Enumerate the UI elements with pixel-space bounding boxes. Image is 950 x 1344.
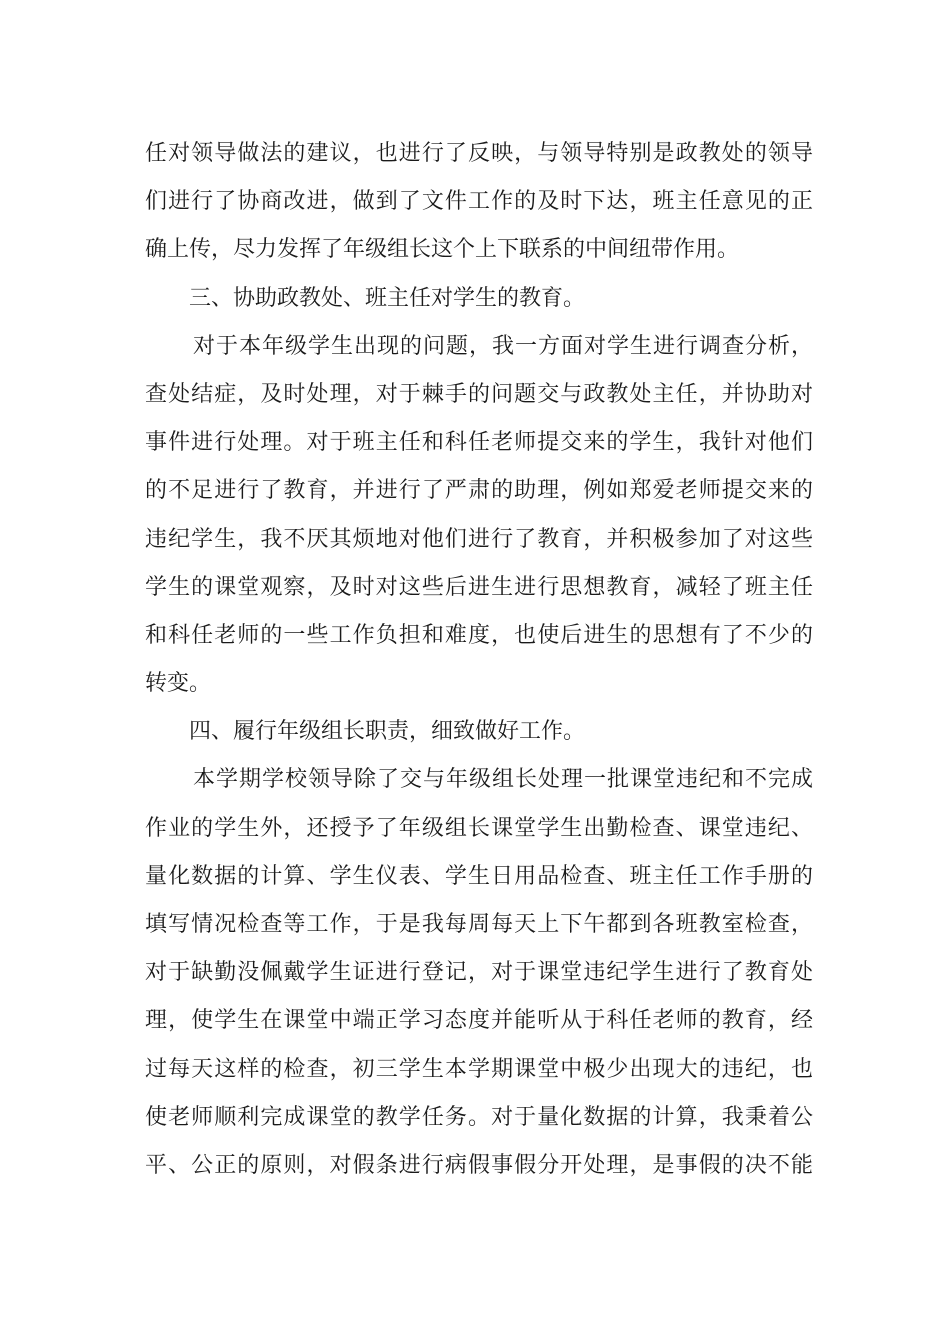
text-line: 转变。 [145,671,212,697]
text-line: 填写情况检查等工作，于是我每周每天上下午都到各班教室检查， [145,912,813,937]
text-line: 学生的课堂观察，及时对这些后进生进行思想教育，减轻了班主任 [145,574,813,600]
text-line: 和科任老师的一些工作负担和难度，也使后进生的思想有了不少的 [145,622,813,648]
text-line: 确上传，尽力发挥了年级组长这个上下联系的中间纽带作用。 [145,237,740,263]
text-line: 们进行了协商改进，做到了文件工作的及时下达，班主任意见的正 [145,189,813,215]
section-heading: 四、履行年级组长职责，细致做好工作。 [189,719,586,745]
section-heading: 三、协助政教处、班主任对学生的教育。 [189,285,586,311]
text-line: 事件进行处理。对于班主任和科任老师提交来的学生，我针对他们 [145,430,813,456]
text-line: 使老师顺利完成课堂的教学任务。对于量化数据的计算，我秉着公 [145,1104,813,1130]
body-text [145,130,813,1190]
text-line: 过每天这样的检查，初三学生本学期课堂中极少出现大的违纪，也 [145,1056,813,1082]
text-line: 查处结症，及时处理，对于棘手的问题交与政教处主任，并协助对 [145,381,813,407]
text-line: 任对领导做法的建议，也进行了反映，与领导特别是政教处的领导 [145,141,813,166]
text-line: 量化数据的计算、学生仪表、学生日用品检查、班主任工作手册的 [145,863,813,889]
text-line: 平、公正的原则，对假条进行病假事假分开处理，是事假的决不能 [145,1152,813,1178]
text-line: 对于本年级学生出现的问题，我一方面对学生进行调查分析， [193,333,813,359]
text-line: 作业的学生外，还授予了年级组长课堂学生出勤检查、课堂违纪、 [145,815,813,841]
text-line: 理，使学生在课堂中端正学习态度并能听从于科任老师的教育，经 [145,1008,813,1034]
text-line: 对于缺勤没佩戴学生证进行登记，对于课堂违纪学生进行了教育处 [145,960,813,986]
text-line: 本学期学校领导除了交与年级组长处理一批课堂违纪和不完成 [193,767,813,793]
text-line: 违纪学生，我不厌其烦地对他们进行了教育，并积极参加了对这些 [145,526,813,552]
text-line: 的不足进行了教育，并进行了严肃的助理，例如郑爱老师提交来的 [145,478,813,504]
